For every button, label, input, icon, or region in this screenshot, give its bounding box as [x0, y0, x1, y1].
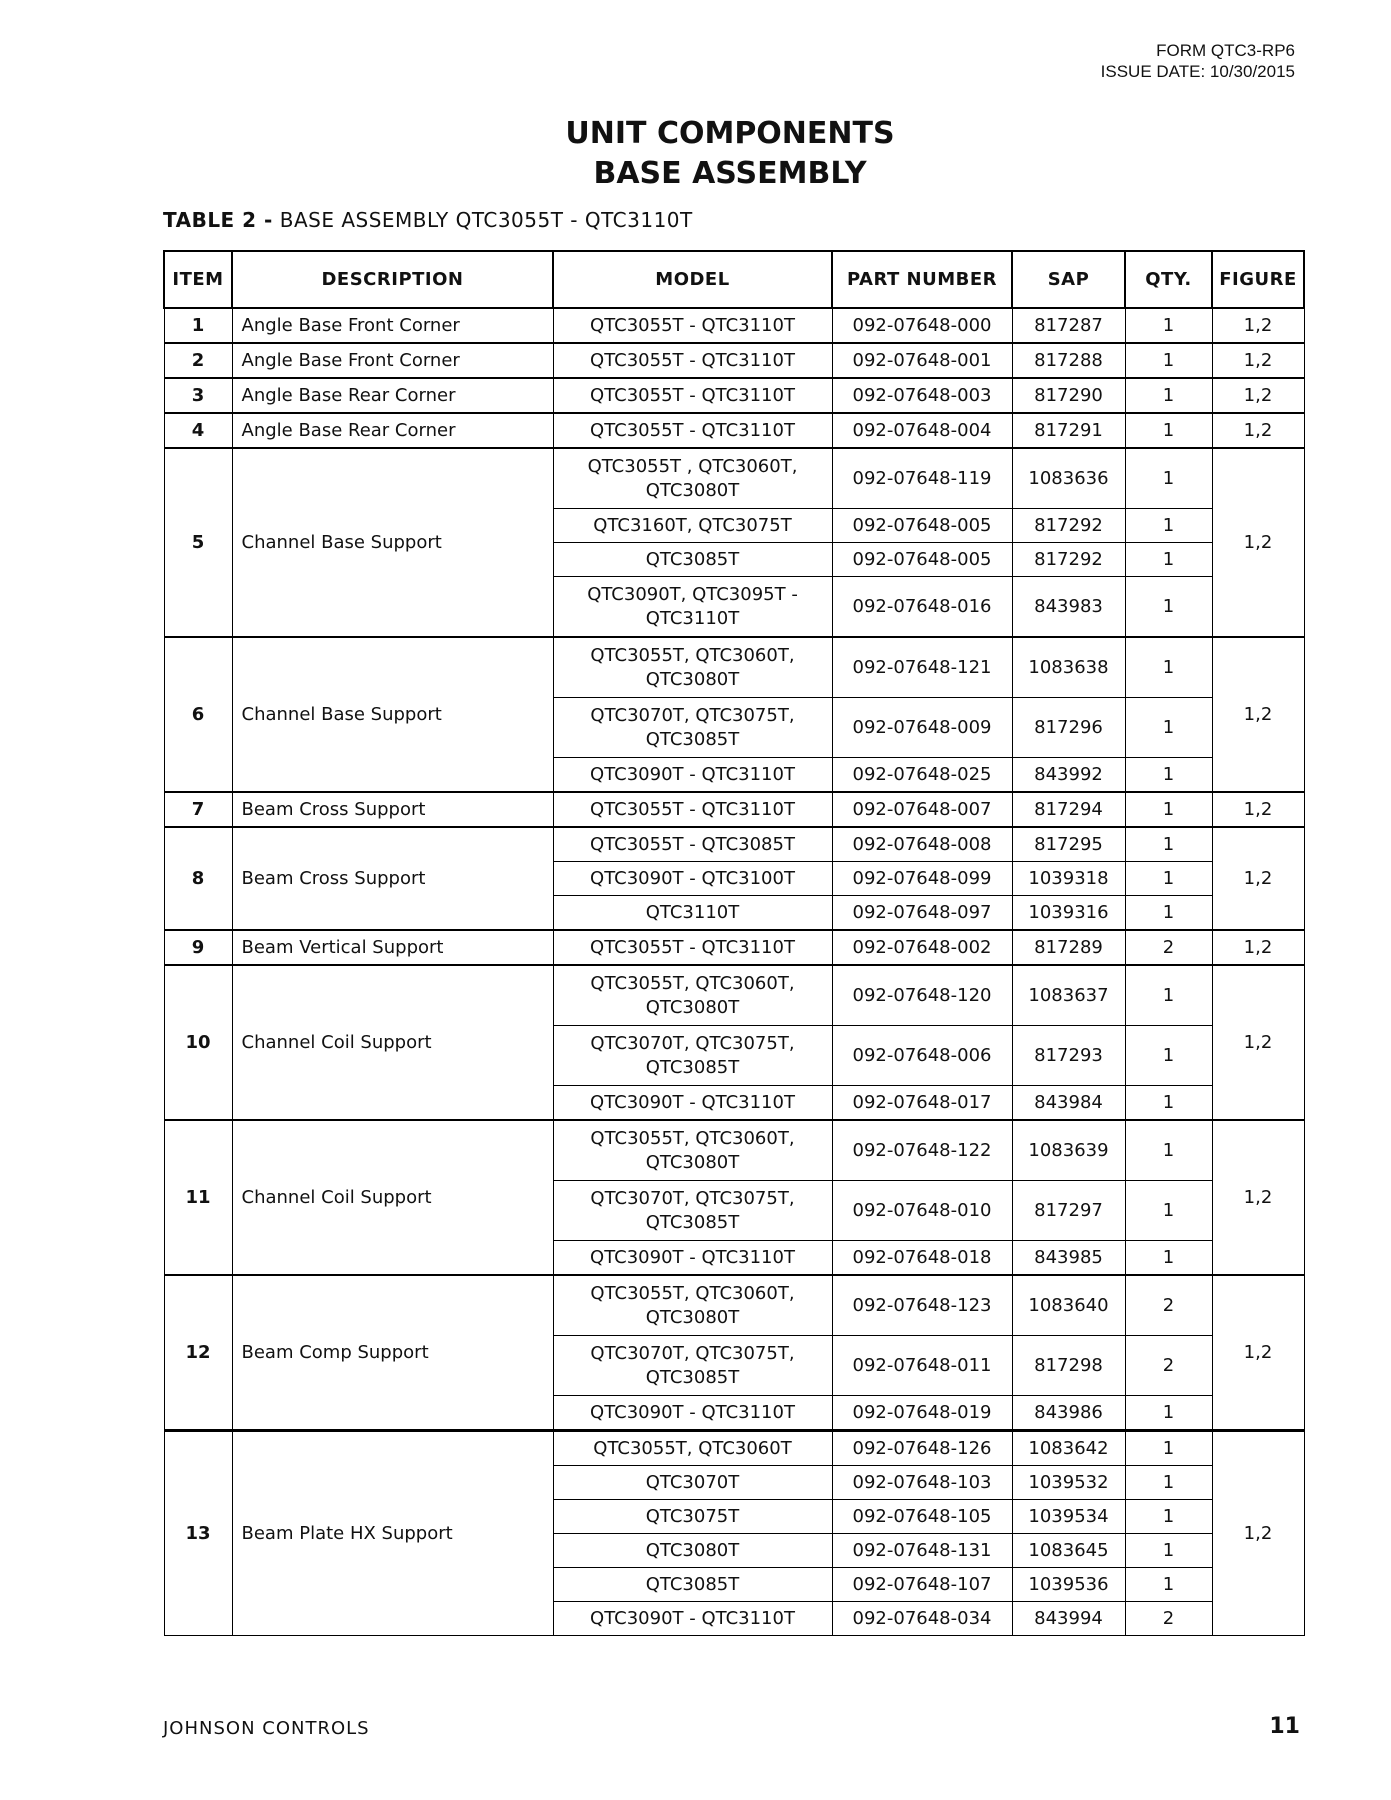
item-number: 5: [164, 448, 232, 637]
qty-cell: 2: [1125, 930, 1212, 965]
sap-cell: 817293: [1012, 1026, 1125, 1086]
figure-cell: 1,2: [1212, 308, 1304, 343]
col-header-figure: FIGURE: [1212, 251, 1304, 308]
part-number-cell: 092-07648-017: [832, 1086, 1012, 1121]
sap-cell: 817296: [1012, 698, 1125, 758]
part-number-cell: 092-07648-007: [832, 792, 1012, 827]
part-number-cell: 092-07648-034: [832, 1602, 1012, 1636]
part-number-cell: 092-07648-119: [832, 448, 1012, 509]
qty-cell: 1: [1125, 1241, 1212, 1276]
part-number-cell: 092-07648-123: [832, 1275, 1012, 1336]
item-number: 6: [164, 637, 232, 792]
qty-cell: 1: [1125, 543, 1212, 577]
part-number-cell: 092-07648-019: [832, 1396, 1012, 1431]
model-cell: QTC3090T - QTC3110T: [553, 1602, 832, 1636]
part-number-cell: 092-07648-004: [832, 413, 1012, 448]
part-number-cell: 092-07648-009: [832, 698, 1012, 758]
sap-cell: 1039534: [1012, 1500, 1125, 1534]
model-cell: QTC3085T: [553, 1568, 832, 1602]
qty-cell: 1: [1125, 1466, 1212, 1500]
qty-cell: 1: [1125, 637, 1212, 698]
sap-cell: 817290: [1012, 378, 1125, 413]
model-cell: QTC3070T, QTC3075T, QTC3085T: [553, 1336, 832, 1396]
col-header-model: MODEL: [553, 251, 832, 308]
model-cell: QTC3055T, QTC3060T, QTC3080T: [553, 1275, 832, 1336]
figure-cell: 1,2: [1212, 827, 1304, 930]
model-cell: QTC3055T - QTC3110T: [553, 343, 832, 378]
table-row: [164, 827, 1304, 862]
table-caption-label: TABLE 2 -: [163, 208, 273, 232]
figure-cell: 1,2: [1212, 637, 1304, 792]
model-cell: QTC3055T, QTC3060T, QTC3080T: [553, 965, 832, 1026]
table-row: [164, 308, 1304, 343]
item-number: 1: [164, 308, 232, 343]
sap-cell: 1083637: [1012, 965, 1125, 1026]
table-row: [164, 413, 1304, 448]
sap-cell: 817292: [1012, 543, 1125, 577]
sap-cell: 1083638: [1012, 637, 1125, 698]
figure-cell: 1,2: [1212, 413, 1304, 448]
model-cell: QTC3090T, QTC3095T - QTC3110T: [553, 577, 832, 638]
qty-cell: 1: [1125, 1500, 1212, 1534]
qty-cell: 1: [1125, 1431, 1212, 1466]
item-description: Channel Coil Support: [232, 1120, 553, 1275]
item-number: 7: [164, 792, 232, 827]
part-number-cell: 092-07648-000: [832, 308, 1012, 343]
item-description: Beam Plate HX Support: [232, 1431, 553, 1636]
item-number: 13: [164, 1431, 232, 1636]
col-header-item: ITEM: [164, 251, 232, 308]
col-header-part-number: PART NUMBER: [832, 251, 1012, 308]
item-description: Angle Base Rear Corner: [232, 378, 553, 413]
item-description: Angle Base Rear Corner: [232, 413, 553, 448]
sap-cell: 1083639: [1012, 1120, 1125, 1181]
part-number-cell: 092-07648-016: [832, 577, 1012, 638]
table-row: [164, 792, 1304, 827]
qty-cell: 2: [1125, 1275, 1212, 1336]
title-line-1: UNIT COMPONENTS: [565, 116, 895, 151]
item-description: Channel Base Support: [232, 637, 553, 792]
part-number-cell: 092-07648-131: [832, 1534, 1012, 1568]
model-cell: QTC3055T - QTC3110T: [553, 792, 832, 827]
sap-cell: 843986: [1012, 1396, 1125, 1431]
qty-cell: 1: [1125, 1181, 1212, 1241]
part-number-cell: 092-07648-008: [832, 827, 1012, 862]
qty-cell: 1: [1125, 1396, 1212, 1431]
part-number-cell: 092-07648-099: [832, 862, 1012, 896]
model-cell: QTC3070T: [553, 1466, 832, 1500]
figure-cell: 1,2: [1212, 792, 1304, 827]
figure-cell: 1,2: [1212, 1275, 1304, 1431]
qty-cell: 1: [1125, 965, 1212, 1026]
qty-cell: 1: [1125, 308, 1212, 343]
qty-cell: 1: [1125, 378, 1212, 413]
sap-cell: 1039532: [1012, 1466, 1125, 1500]
figure-cell: 1,2: [1212, 965, 1304, 1120]
sap-cell: 843985: [1012, 1241, 1125, 1276]
sap-cell: 817289: [1012, 930, 1125, 965]
item-description: Beam Cross Support: [232, 827, 553, 930]
part-number-cell: 092-07648-005: [832, 509, 1012, 543]
model-cell: QTC3055T - QTC3110T: [553, 308, 832, 343]
table-caption-text: BASE ASSEMBLY QTC3055T - QTC3110T: [279, 208, 693, 232]
model-cell: QTC3110T: [553, 896, 832, 931]
qty-cell: 1: [1125, 1120, 1212, 1181]
part-number-cell: 092-07648-097: [832, 896, 1012, 931]
table-row: [164, 930, 1304, 965]
qty-cell: 2: [1125, 1336, 1212, 1396]
qty-cell: 1: [1125, 343, 1212, 378]
sap-cell: 1083645: [1012, 1534, 1125, 1568]
part-number-cell: 092-07648-003: [832, 378, 1012, 413]
part-number-cell: 092-07648-126: [832, 1431, 1012, 1466]
sap-cell: 817294: [1012, 792, 1125, 827]
part-number-cell: 092-07648-121: [832, 637, 1012, 698]
qty-cell: 1: [1125, 448, 1212, 509]
sap-cell: 1083642: [1012, 1431, 1125, 1466]
figure-cell: 1,2: [1212, 1431, 1304, 1636]
part-number-cell: 092-07648-005: [832, 543, 1012, 577]
qty-cell: 1: [1125, 758, 1212, 793]
sap-cell: 817292: [1012, 509, 1125, 543]
model-cell: QTC3055T - QTC3110T: [553, 378, 832, 413]
sap-cell: 843984: [1012, 1086, 1125, 1121]
part-number-cell: 092-07648-105: [832, 1500, 1012, 1534]
qty-cell: 1: [1125, 1568, 1212, 1602]
table-caption: [163, 208, 693, 232]
qty-cell: 1: [1125, 1086, 1212, 1121]
model-cell: QTC3055T, QTC3060T: [553, 1431, 832, 1466]
item-number: 10: [164, 965, 232, 1120]
sap-cell: 1039316: [1012, 896, 1125, 931]
part-number-cell: 092-07648-122: [832, 1120, 1012, 1181]
model-cell: QTC3055T - QTC3110T: [553, 930, 832, 965]
item-number: 8: [164, 827, 232, 930]
sap-cell: 843994: [1012, 1602, 1125, 1636]
qty-cell: 1: [1125, 827, 1212, 862]
sap-cell: 1039536: [1012, 1568, 1125, 1602]
qty-cell: 1: [1125, 698, 1212, 758]
table-header-row: [164, 251, 1304, 308]
figure-cell: 1,2: [1212, 343, 1304, 378]
table-row: [164, 378, 1304, 413]
model-cell: QTC3080T: [553, 1534, 832, 1568]
part-number-cell: 092-07648-011: [832, 1336, 1012, 1396]
item-number: 11: [164, 1120, 232, 1275]
model-cell: QTC3090T - QTC3110T: [553, 1241, 832, 1276]
item-number: 3: [164, 378, 232, 413]
part-number-cell: 092-07648-025: [832, 758, 1012, 793]
qty-cell: 1: [1125, 896, 1212, 931]
table-row: [164, 637, 1304, 698]
part-number-cell: 092-07648-006: [832, 1026, 1012, 1086]
part-number-cell: 092-07648-018: [832, 1241, 1012, 1276]
figure-cell: 1,2: [1212, 448, 1304, 637]
part-number-cell: 092-07648-010: [832, 1181, 1012, 1241]
model-cell: QTC3085T: [553, 543, 832, 577]
item-description: Channel Coil Support: [232, 965, 553, 1120]
item-description: Angle Base Front Corner: [232, 308, 553, 343]
sap-cell: 817295: [1012, 827, 1125, 862]
model-cell: QTC3090T - QTC3110T: [553, 758, 832, 793]
qty-cell: 1: [1125, 577, 1212, 638]
parts-table: [163, 250, 1305, 1636]
qty-cell: 1: [1125, 1534, 1212, 1568]
footer-company: JOHNSON CONTROLS: [163, 1718, 370, 1739]
table-row: [164, 343, 1304, 378]
part-number-cell: 092-07648-107: [832, 1568, 1012, 1602]
item-number: 12: [164, 1275, 232, 1431]
part-number-cell: 092-07648-001: [832, 343, 1012, 378]
form-number: FORM QTC3-RP6: [1156, 41, 1295, 60]
sap-cell: 817287: [1012, 308, 1125, 343]
page-number: 11: [1269, 1714, 1300, 1739]
sap-cell: 817298: [1012, 1336, 1125, 1396]
sap-cell: 843992: [1012, 758, 1125, 793]
qty-cell: 1: [1125, 862, 1212, 896]
table-row: [164, 965, 1304, 1026]
figure-cell: 1,2: [1212, 1120, 1304, 1275]
qty-cell: 2: [1125, 1602, 1212, 1636]
part-number-cell: 092-07648-120: [832, 965, 1012, 1026]
model-cell: QTC3055T - QTC3085T: [553, 827, 832, 862]
model-cell: QTC3070T, QTC3075T, QTC3085T: [553, 698, 832, 758]
table-row: [164, 1120, 1304, 1181]
model-cell: QTC3055T - QTC3110T: [553, 413, 832, 448]
item-description: Beam Comp Support: [232, 1275, 553, 1431]
qty-cell: 1: [1125, 509, 1212, 543]
col-header-description: DESCRIPTION: [232, 251, 553, 308]
figure-cell: 1,2: [1212, 930, 1304, 965]
item-description: Beam Cross Support: [232, 792, 553, 827]
item-number: 2: [164, 343, 232, 378]
item-number: 4: [164, 413, 232, 448]
model-cell: QTC3090T - QTC3110T: [553, 1086, 832, 1121]
qty-cell: 1: [1125, 792, 1212, 827]
model-cell: QTC3055T, QTC3060T, QTC3080T: [553, 1120, 832, 1181]
figure-cell: 1,2: [1212, 378, 1304, 413]
sap-cell: 1039318: [1012, 862, 1125, 896]
model-cell: QTC3055T , QTC3060T, QTC3080T: [553, 448, 832, 509]
part-number-cell: 092-07648-103: [832, 1466, 1012, 1500]
sap-cell: 817291: [1012, 413, 1125, 448]
qty-cell: 1: [1125, 1026, 1212, 1086]
sap-cell: 817288: [1012, 343, 1125, 378]
form-info: [1101, 40, 1295, 82]
table-row: [164, 448, 1304, 509]
sap-cell: 817297: [1012, 1181, 1125, 1241]
item-description: Channel Base Support: [232, 448, 553, 637]
issue-date: ISSUE DATE: 10/30/2015: [1100, 62, 1295, 81]
model-cell: QTC3090T - QTC3110T: [553, 1396, 832, 1431]
table-row: [164, 1275, 1304, 1336]
part-number-cell: 092-07648-002: [832, 930, 1012, 965]
qty-cell: 1: [1125, 413, 1212, 448]
model-cell: QTC3070T, QTC3075T, QTC3085T: [553, 1026, 832, 1086]
item-description: Beam Vertical Support: [232, 930, 553, 965]
model-cell: QTC3090T - QTC3100T: [553, 862, 832, 896]
model-cell: QTC3070T, QTC3075T, QTC3085T: [553, 1181, 832, 1241]
sap-cell: 1083636: [1012, 448, 1125, 509]
table-row: [164, 1431, 1304, 1466]
col-header-qty: QTY.: [1125, 251, 1212, 308]
item-description: Angle Base Front Corner: [232, 343, 553, 378]
item-number: 9: [164, 930, 232, 965]
sap-cell: 1083640: [1012, 1275, 1125, 1336]
title-line-2: BASE ASSEMBLY: [593, 156, 867, 191]
col-header-sap: SAP: [1012, 251, 1125, 308]
parts-table-body: [164, 308, 1304, 1636]
model-cell: QTC3055T, QTC3060T, QTC3080T: [553, 637, 832, 698]
model-cell: QTC3160T, QTC3075T: [553, 509, 832, 543]
sap-cell: 843983: [1012, 577, 1125, 638]
model-cell: QTC3075T: [553, 1500, 832, 1534]
page-title: [0, 114, 1391, 194]
